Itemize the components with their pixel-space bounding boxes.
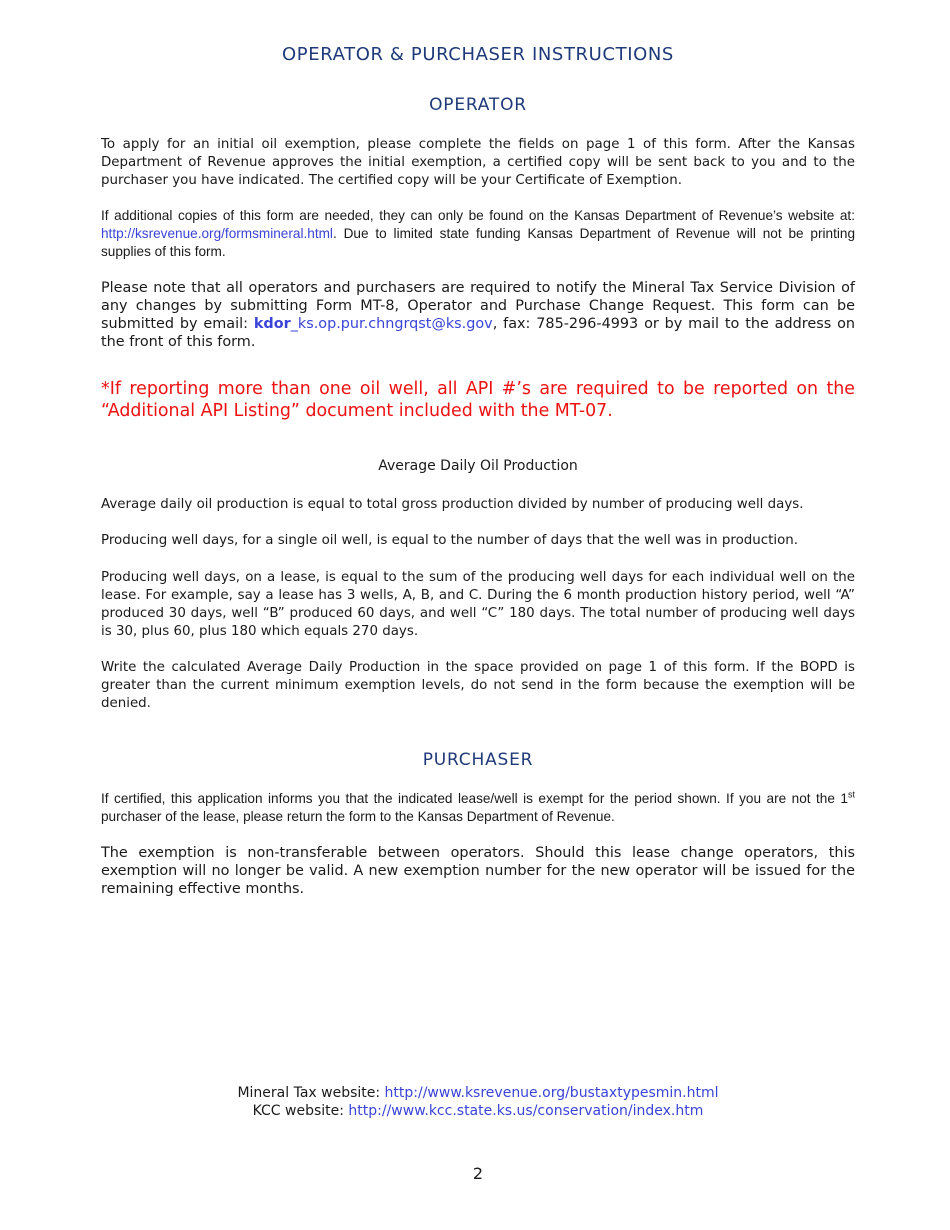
paragraph-text: If certified, this application informs you that the indicated lease/well is exempt for the period shown. If you are not the 1	[101, 791, 848, 806]
operator-paragraph-1: To apply for an initial oil exemption, please complete the fields on page 1 of this form. After the Kansas Department of Revenue approves the initial exemption, a certified copy will be sent back to you and to the purchaser you have indicated. The certified copy will be your Certificate of Exemption.	[101, 137, 855, 188]
superscript-st: st	[847, 789, 855, 800]
email-bold-part: kdor	[253, 316, 291, 332]
kcc-link[interactable]: http://www.kcc.state.ks.us/conservation/index.htm	[348, 1103, 704, 1119]
forms-mineral-link[interactable]: http://ksrevenue.org/formsmineral.html	[101, 226, 333, 241]
paragraph-text: purchaser of the lease, please return the form to the Kansas Department of Revenue.	[101, 809, 615, 824]
production-paragraph-3: Producing well days, on a lease, is equal to the sum of the producing well days for each individual well on the lease. For example, say a lease has 3 wells, A, B, and C. During the 6 month production history period, well “A” produced 30 days, well “B” produced 60 days, and well “C” 180 days. The total number of producing well days is 30, plus 60, plus 180 which equals 270 days.	[101, 570, 855, 639]
document-page	[101, 0, 855, 1230]
production-paragraph-1: Average daily oil production is equal to total gross production divided by number of producing well days.	[101, 497, 804, 512]
paragraph-text: , fax: 785-296-4993 or by mail to the address on the front of this form.	[101, 316, 855, 350]
mineral-tax-link[interactable]: http://www.ksrevenue.org/bustaxtypesmin.html	[384, 1085, 719, 1101]
production-paragraph-2: Producing well days, for a single oil well, is equal to the number of days that the well was in production.	[101, 533, 799, 548]
purchaser-paragraph-1	[101, 790, 855, 826]
email-rest-part: _ks.op.pur.chngrqst@ks.gov	[290, 316, 493, 332]
kcc-website-line	[101, 1102, 855, 1120]
paragraph-text: If additional copies of this form are needed, they can only be found on the Kansas Department of Revenue’s website at:	[101, 208, 855, 223]
operator-paragraph-2	[101, 207, 855, 261]
mineral-tax-website-line	[101, 1084, 855, 1102]
production-heading: Average Daily Oil Production	[378, 458, 578, 474]
production-paragraph-4: Write the calculated Average Daily Production in the space provided on page 1 of this form. If the BOPD is greater than the current minimum exemption levels, do not send in the form because the exemption will be denied.	[101, 660, 855, 711]
mineral-tax-label: Mineral Tax website:	[237, 1085, 385, 1101]
purchaser-paragraph-2: The exemption is non-transferable between operators. Should this lease change operators, this exemption will no longer be valid. A new exemption number for the new operator will be issued for the remaining effective months.	[101, 845, 855, 897]
operator-heading: OPERATOR	[429, 95, 527, 115]
change-request-email-link[interactable]	[254, 316, 493, 332]
operator-paragraph-3	[101, 279, 855, 351]
paragraph-text: . Due to limited state funding Kansas Department of Revenue will not be printing supplies of this form.	[101, 226, 855, 259]
api-listing-notice: *If reporting more than one oil well, all API #’s are required to be reported on the “Additional API Listing” document included with the MT-07.	[101, 379, 855, 421]
kcc-label: KCC website:	[252, 1103, 349, 1119]
page-number: 2	[472, 1164, 484, 1183]
paragraph-text: Please note that all operators and purchasers are required to notify the Mineral Tax Service Division of any changes by submitting Form MT-8, Operator and Purchase Change Request. This form can be submitted by email:	[101, 280, 855, 332]
purchaser-heading: PURCHASER	[422, 750, 534, 770]
page-title: OPERATOR & PURCHASER INSTRUCTIONS	[282, 44, 674, 65]
